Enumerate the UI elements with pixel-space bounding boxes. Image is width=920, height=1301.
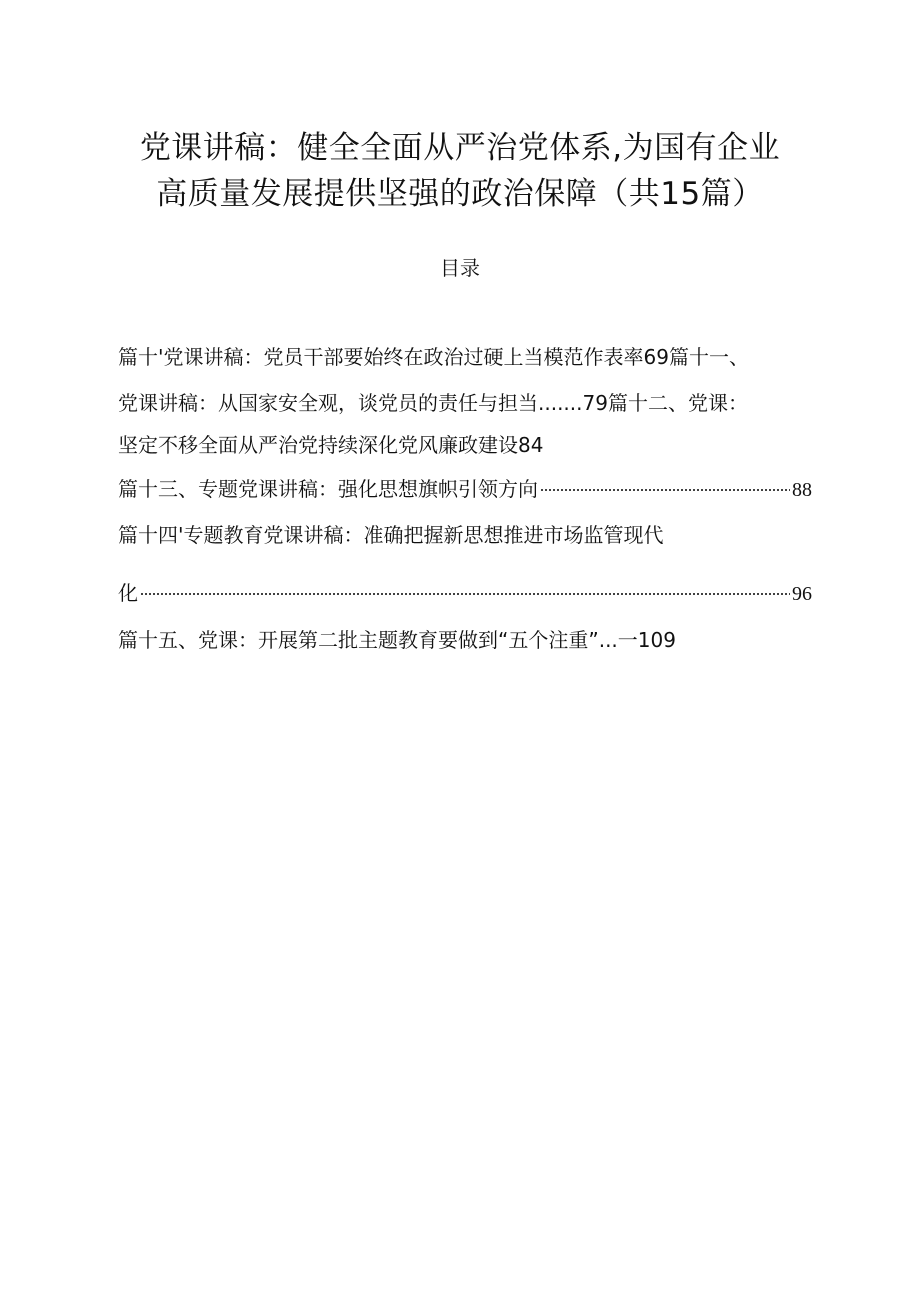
toc-entry-15: 篇十五、党课：开展第二批主题教育要做到“五个注重”...一109	[118, 628, 676, 652]
toc-entry-14-text: 篇十四'专题教育党课讲稿：准确把握新思想推进市场监管现代	[118, 523, 664, 547]
toc-entry-14-text-cont: 化	[118, 581, 138, 605]
toc-line-1: 篇十'党课讲稿：党员干部要始终在政治过硬上当模范作表率69篇十一、	[118, 345, 749, 369]
toc-line-2: 党课讲稿：从国家安全观，谈党员的责任与担当.......79篇十二、党课：	[118, 391, 748, 415]
toc-dot-leader	[140, 572, 790, 600]
document-title-line-2: 高质量发展提供坚强的政治保障（共15篇）	[156, 176, 764, 212]
toc-entry-13-text: 篇十三、专题党课讲稿：强化思想旗帜引领方向	[118, 477, 538, 501]
toc-entry-13-page: 88	[792, 479, 812, 501]
toc-entry-13	[118, 468, 812, 504]
toc-entry-14-continuation	[118, 572, 812, 608]
document-title-line-1: 党课讲稿：健全全面从严治党体系,为国有企业	[139, 130, 781, 166]
toc-heading: 目录	[440, 256, 480, 280]
toc-dot-leader	[540, 468, 790, 496]
toc-entry-14-page: 96	[792, 583, 812, 605]
toc-line-3: 坚定不移全面从严治党持续深化党风廉政建设84	[118, 433, 544, 457]
